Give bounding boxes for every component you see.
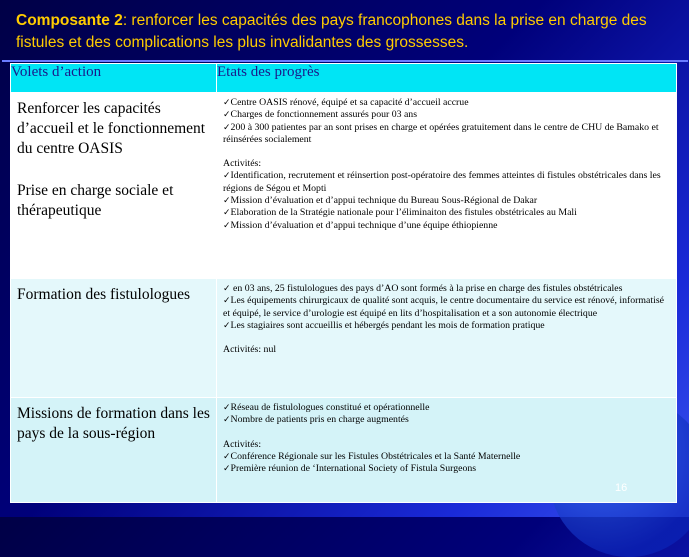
row1-left-subtitle: Prise en charge sociale et thérapeutique (17, 182, 174, 219)
slide-title (16, 10, 676, 54)
divider-line (2, 60, 688, 62)
table-header-row (11, 64, 677, 93)
list-item: ✓ Charges de fonctionnement assurés pour 03 ans (223, 109, 670, 121)
list-item: ✓ 200 à 300 patientes par an sont prises en charge et opérées gratuitement dans le centre de CHU de Bamako et réinsérées socialement (223, 122, 670, 147)
list-item: ✓ Centre OASIS rénové, équipé et sa capacité d’accueil accrue (223, 97, 670, 109)
activities-label: Activités: (223, 438, 262, 450)
list-item: ✓ Première réunion de ‘International Society of Fistula Surgeons (223, 463, 670, 475)
list-item: ✓ Les équipements chirurgicaux de qualité sont acquis, le centre documentaire du service est rénové, informatisé et équipé, le service d’urologie est équipé en lits d’hospitalisation et a son autonomie électrique (223, 295, 670, 320)
list-item: ✓ Mission d’évaluation et d’appui technique du Bureau Sous-Régional de Dakar (223, 195, 670, 207)
header-etats: Etats des progrès (217, 64, 677, 93)
row1-left (11, 93, 217, 279)
row3-left (11, 398, 217, 503)
progress-table (10, 63, 677, 503)
row2-left-title: Formation des fistulologues (17, 286, 191, 303)
list-item: ✓ Mission d’évaluation et d’appui technique d’une équipe éthiopienne (223, 220, 670, 232)
row2-left (11, 279, 217, 398)
list-item: ✓ Les stagiaires sont accueillis et hébergés pendant les mois de formation pratique (223, 320, 670, 332)
table-row (11, 93, 677, 279)
list-item: ✓ Nombre de patients pris en charge augmentés (223, 414, 670, 426)
list-item: ✓ Identification, recrutement et réinsertion post-opératoire des femmes atteintes di fistules obstétricales dans les régions de Ségou et Mopti (223, 170, 670, 195)
page-number: 16 (615, 482, 628, 494)
row3-left-title: Missions de formation dans les pays de la sous-région (17, 405, 210, 442)
list-item: ✓ Elaboration de la Stratégie nationale pour l’éliminaiton des fistules obstétricales au Mali (223, 207, 670, 219)
row2-right (217, 279, 677, 398)
header-volets: Volets d’action (11, 64, 217, 93)
list-item: ✓ en 03 ans, 25 fistulologues des pays d’AO sont formés à la prise en charge des fistules obstétricales (223, 283, 670, 295)
table-row (11, 398, 677, 503)
row1-left-title: Renforcer les capacités d’accueil et le fonctionnement du centre OASIS (17, 100, 206, 157)
list-item: ✓ Conférence Régionale sur les Fistules Obstétricales et la Santé Maternelle (223, 451, 670, 463)
title-bold: Composante 2 (16, 12, 123, 29)
row3-right (217, 398, 677, 503)
activities-label: Activités: (223, 158, 262, 170)
table-row (11, 279, 677, 398)
list-item: ✓ Réseau de fistulologues constitué et opérationnelle (223, 402, 670, 414)
row1-right (217, 93, 677, 279)
title-rest: : renforcer les capacités des pays francophones dans la prise en charge des fistules et des complications les plus invalidantes des grossesses. (16, 12, 647, 51)
activities-label: Activités: nul (223, 344, 277, 356)
